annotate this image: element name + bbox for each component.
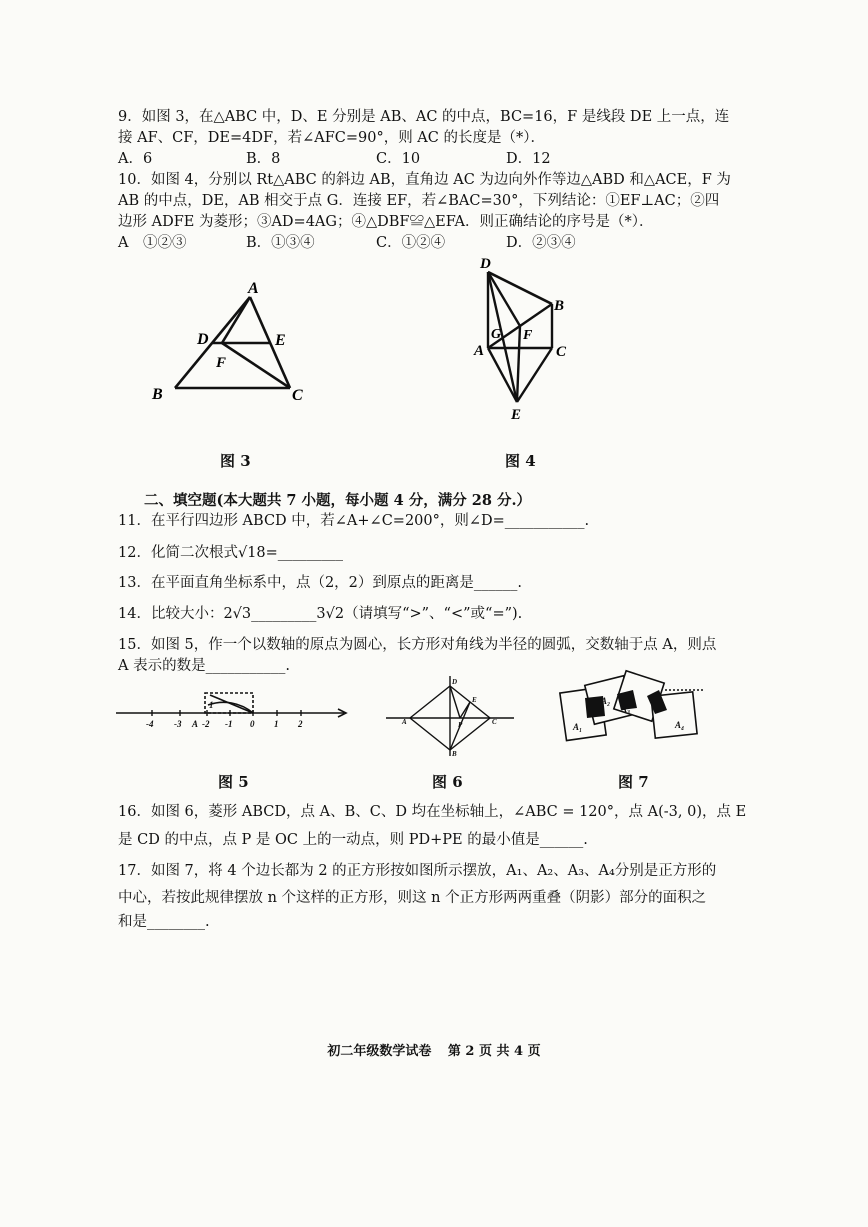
fig6-label-p: P: [458, 721, 463, 729]
tick-0: 0: [250, 719, 255, 729]
tick-a: A: [192, 719, 199, 729]
footer-page-number: 第 2 页 共 4 页: [447, 1044, 541, 1059]
q9-line2: 接 AF、CF，DE=4DF，若∠AFC=90°，则 AC 的长度是（*）．: [118, 130, 545, 146]
fig7-label-a1: A₁: [573, 722, 583, 732]
edge-af: [222, 297, 250, 343]
fig4-label-d: D: [480, 256, 491, 272]
figure-3-caption: 图 3: [220, 452, 251, 470]
q17-line3: 和是________.: [118, 914, 210, 930]
figure-7-caption: 图 7: [618, 773, 649, 791]
tick-m3: -3: [174, 719, 182, 729]
edge-ae: [488, 348, 517, 402]
q10-option-d: D．②③④: [506, 235, 576, 251]
fig3-label-d: D: [197, 331, 209, 348]
q9-option-a: A．6: [118, 151, 153, 167]
fig6-label-e: E: [472, 696, 477, 704]
figure-4-triangles: [462, 252, 582, 427]
figure-3-triangle: [140, 275, 330, 415]
fig3-label-b: B: [152, 386, 163, 403]
q12: 12．化简二次根式√18=_________: [118, 545, 344, 561]
diagonal: [210, 695, 253, 713]
q10-line3: 边形 ADFE 为菱形；③AD=4AG；④△DBF≌△EFA．则正确结论的序号是（*）．: [118, 214, 654, 230]
tick-m2: -2: [202, 719, 210, 729]
section-2-heading: 二、填空题(本大题共 7 小题，每小题 4 分，满分 28 分.）: [144, 492, 532, 509]
q9-option-d: D．12: [506, 151, 551, 167]
q15-line2: A 表示的数是___________.: [118, 658, 290, 674]
q10-option-a: A ①②③: [118, 235, 187, 251]
figure-5-caption: 图 5: [218, 773, 249, 791]
q11: 11．在平行四边形 ABCD 中，若∠A+∠C=200°，则∠D=___________.: [118, 513, 590, 529]
figure-6-caption: 图 6: [432, 773, 463, 791]
fig3-label-e: E: [275, 332, 286, 349]
q10-line1: 10．如图 4，分别以 Rt△ABC 的斜边 AB，直角边 AC 为边向外作等边△ABD 和△ACE，F 为: [118, 172, 731, 188]
q14: 14．比较大小：2√3_________3√2（请填写“>”、“<”或“=”).: [118, 606, 523, 622]
page-footer: [0, 1040, 868, 1059]
fig4-label-f: F: [523, 328, 533, 343]
q13: 13．在平面直角坐标系中，点（2，2）到原点的距离是______.: [118, 575, 523, 591]
q10-option-c: C．①②④: [376, 235, 446, 251]
fig7-label-a4: A₄: [675, 720, 685, 730]
tick-1: 1: [274, 719, 279, 729]
tick-m1: -1: [225, 719, 233, 729]
q16-line1: 16．如图 6，菱形 ABCD，点 A、B、C、D 均在坐标轴上，∠ABC = 120°，点 A(-3, 0)，点 E: [118, 804, 747, 820]
fig6-label-a: A: [402, 718, 407, 726]
figure-5-number-line: [112, 683, 357, 743]
edge-fe: [517, 326, 520, 402]
q9-line1: 9．如图 3，在△ABC 中，D、E 分别是 AB、AC 的中点，BC=16，F 是线段 DE 上一点，连: [118, 109, 730, 125]
figure-6-rhombus: [380, 672, 520, 760]
fig7-label-a3: A₃: [621, 704, 631, 714]
fig4-label-a: A: [474, 343, 485, 359]
fig7-label-a2: A₂: [601, 696, 611, 706]
q10-option-b: B．①③④: [246, 235, 315, 251]
figure-7-squares: [555, 668, 715, 750]
fig6-label-c: C: [492, 718, 497, 726]
q9-option-c: C．10: [376, 151, 421, 167]
q16-line2: 是 CD 的中点，点 P 是 OC 上的一动点，则 PD+PE 的最小值是______.: [118, 832, 588, 848]
tick-2: 2: [298, 719, 303, 729]
fig3-label-f: F: [216, 355, 227, 371]
fig3-label-c: C: [292, 387, 303, 404]
fig3-label-a: A: [248, 280, 259, 297]
fig4-label-e: E: [511, 407, 522, 423]
q17-line2: 中心，若按此规律摆放 n 个这样的正方形，则这 n 个正方形两两重叠（阴影）部分的面积之: [118, 890, 707, 906]
footer-title: 初二年级数学试卷: [327, 1044, 432, 1059]
q15-line1: 15．如图 5，作一个以数轴的原点为圆心，长方形对角线为半径的圆弧，交数轴于点 A，则点: [118, 637, 717, 653]
fig6-label-b: B: [452, 750, 457, 758]
fig4-label-c: C: [556, 344, 567, 360]
figure-4-caption: 图 4: [505, 452, 536, 470]
fig6-label-d: D: [452, 678, 458, 686]
q17-line1: 17．如图 7，将 4 个边长都为 2 的正方形按如图所示摆放，A₁、A₂、A₃、A₄分别是正方形的: [118, 863, 717, 879]
edge-ce: [517, 348, 552, 402]
q9-option-b: B．8: [246, 151, 281, 167]
fig4-label-b: B: [554, 298, 565, 314]
rect-side-label: 1: [209, 700, 214, 710]
fig4-label-g: G: [491, 327, 502, 342]
q10-line2: AB 的中点，DE，AB 相交于点 G．连接 EF，若∠BAC=30°，下列结论：①EF⊥AC；②四: [118, 193, 720, 209]
tick-m4: -4: [146, 719, 154, 729]
